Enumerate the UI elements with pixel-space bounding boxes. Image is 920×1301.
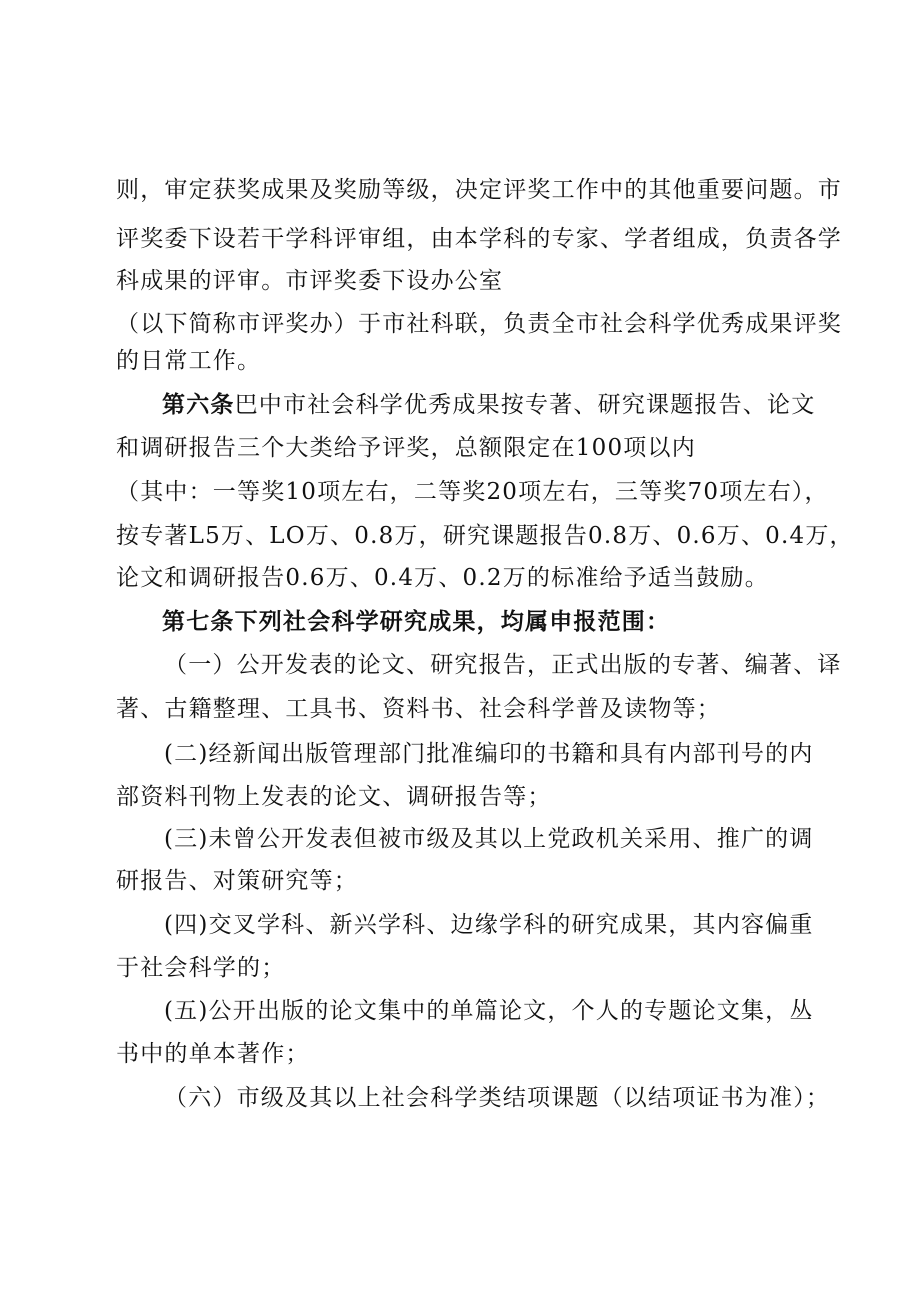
text-line: （以下简称市评奖办）于市社科联，负责全市社会科学优秀成果评奖 [116,311,842,337]
item-1-line: （一）公开发表的论文、研究报告，正式出版的专著、编著、译 [164,652,842,678]
text-line: 论文和调研报告0.6万、0.4万、0.2万的标准给予适当鼓励。 [116,565,769,591]
article-6-line [162,390,815,420]
text-line: （其中：一等奖10项左右，二等奖20项左右，三等奖70项左右）， [116,479,829,505]
text-line: 书中的单本著作； [116,1041,310,1067]
article-6-label: 第六条 [162,391,235,418]
text-line: 科成果的评审。市评奖委下设办公室 [116,268,504,294]
text-line: 按专著L5万、LO万、0.8万，研究课题报告0.8万、0.6万、0.4万， [116,523,854,549]
text-line: 著、古籍整理、工具书、资料书、社会科学普及读物等； [116,696,721,722]
item-4-line: (四)交叉学科、新兴学科、边缘学科的研究成果，其内容偏重 [164,912,814,938]
item-2-line: (二)经新闻出版管理部门批准编印的书籍和具有内部刊号的内 [164,741,814,767]
item-3-line: (三)未曾公开发表但被市级及其以上党政机关采用、推广的调 [164,826,814,852]
text-line: 则，审定获奖成果及奖励等级，决定评奖工作中的其他重要问题。市 [116,177,842,203]
item-5-line: (五)公开出版的论文集中的单篇论文，个人的专题论文集，丛 [164,998,814,1024]
article-6-text: 巴中市社会科学优秀成果按专著、研究课题报告、论文 [234,392,816,418]
text-line: 评奖委下设若干学科评审组，由本学科的专家、学者组成，负责各学 [116,226,842,252]
text-line: 和调研报告三个大类给予评奖，总额限定在100项以内 [116,435,696,461]
text-line: 的日常工作。 [116,348,262,374]
text-line: 研报告、对策研究等； [116,868,358,894]
item-6-line: （六）市级及其以上社会科学类结项课题（以结项证书为准）； [164,1085,831,1111]
text-line: 部资料刊物上发表的论文、调研报告等； [116,784,552,810]
article-7-heading: 第七条下列社会科学研究成果，均属申报范围： [162,608,671,635]
text-line: 于社会科学的； [116,955,286,981]
